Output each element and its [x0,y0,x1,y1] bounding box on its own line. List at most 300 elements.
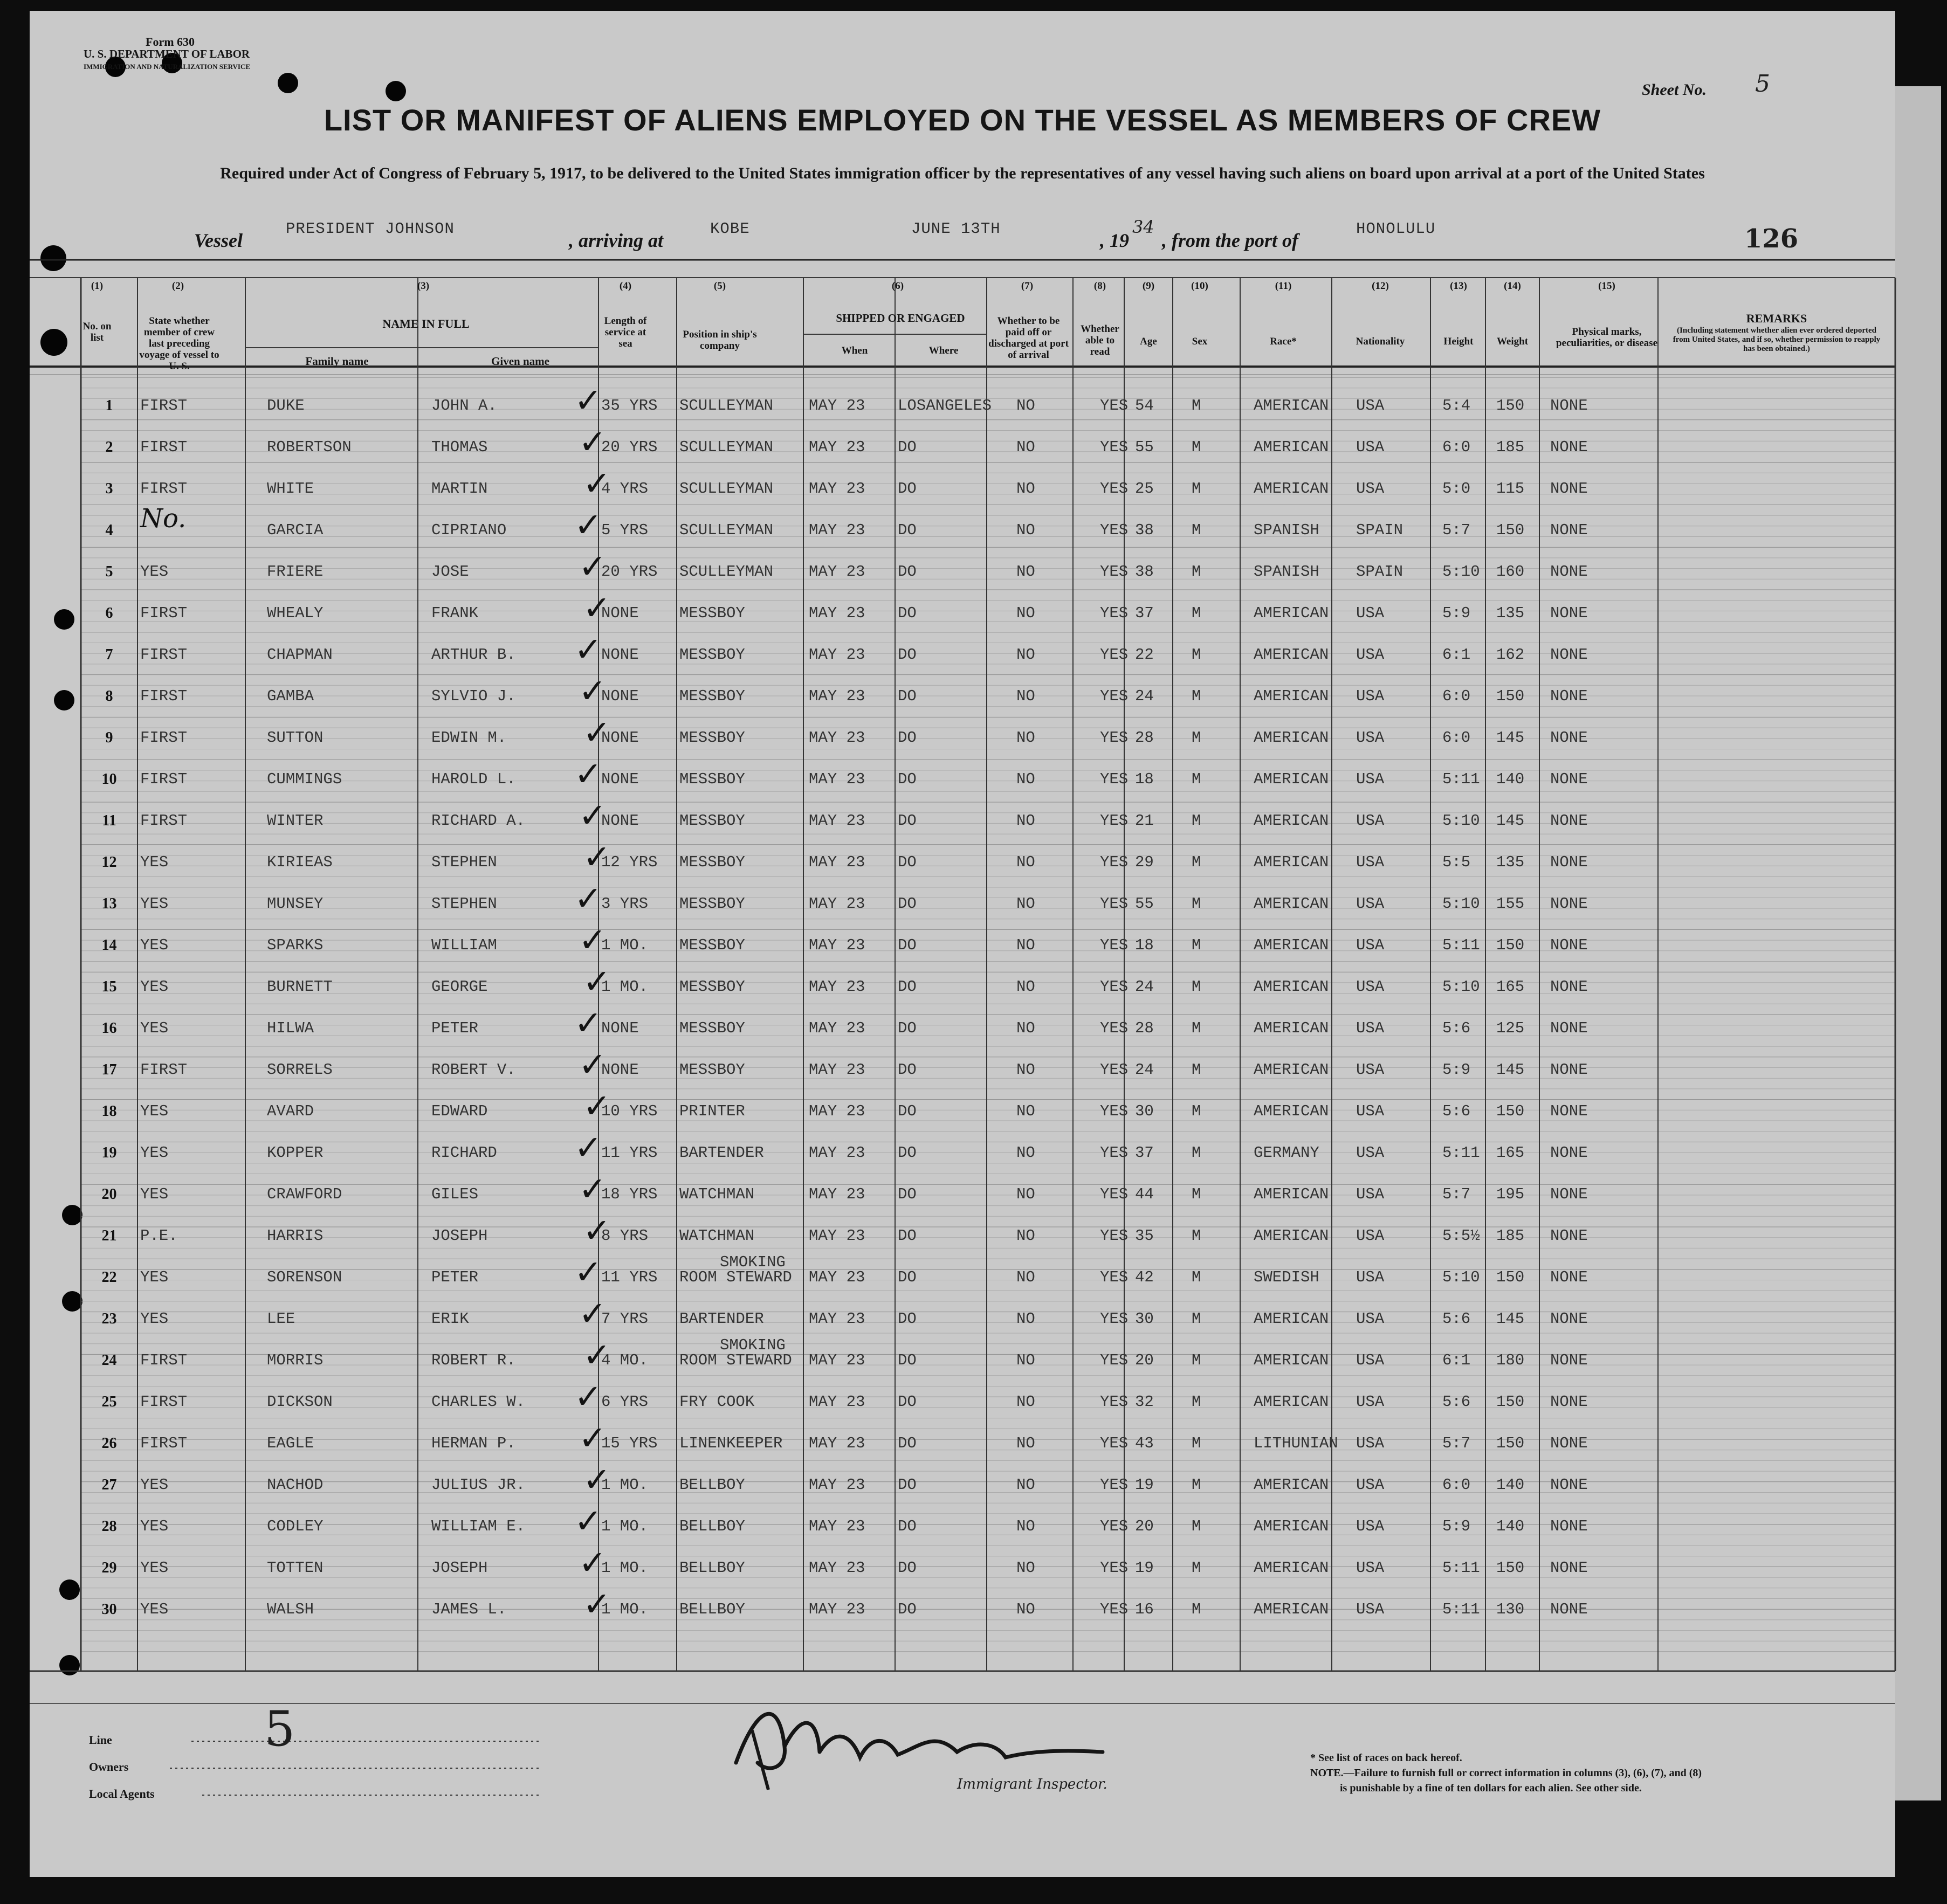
when-cell: MAY 23 [809,646,865,664]
service-cell: 20 YRS [601,438,658,456]
paid-off-cell: NO [1016,1559,1035,1577]
sex-cell: M [1192,1144,1201,1162]
race-cell: AMERICAN [1254,1185,1329,1203]
family-name-cell: WHEALY [267,604,324,622]
where-cell: DO [898,687,917,705]
form-number: Form 630 [146,35,195,49]
when-cell: MAY 23 [809,1268,865,1286]
weight-cell: 145 [1496,729,1525,747]
able-read-cell: YES [1100,1517,1129,1535]
race-cell: AMERICAN [1254,936,1329,954]
sex-cell: M [1192,1434,1201,1452]
col-family-name: Family name [305,355,369,368]
physical-marks-cell: NONE [1550,895,1588,913]
check-mark-icon: ✓ [579,1418,607,1458]
age-cell: 30 [1135,1310,1154,1328]
row-number: 22 [101,1269,117,1286]
sex-cell: M [1192,895,1201,913]
position-cell: BELLBOY [679,1601,745,1618]
col-num: (12) [1372,280,1389,292]
given-name-cell: FRANK [431,604,479,622]
height-cell: 5:11 [1442,1144,1480,1162]
paid-off-cell: NO [1016,438,1035,456]
nationality-cell: USA [1356,1434,1385,1452]
sex-cell: M [1192,1102,1201,1120]
able-read-cell: YES [1100,770,1129,788]
check-mark-icon: ✓ [574,754,602,794]
where-cell: DO [898,1310,917,1328]
position-cell: MESSBOY [679,895,745,913]
check-mark-icon: ✓ [574,1252,602,1292]
given-name-cell: STEPHEN [431,895,497,913]
sex-cell: M [1192,936,1201,954]
physical-marks-cell: NONE [1550,770,1588,788]
nationality-cell: USA [1356,646,1385,664]
where-cell: DO [898,646,917,664]
where-cell: DO [898,604,917,622]
given-name-cell: PETER [431,1268,479,1286]
given-name-cell: PETER [431,1019,479,1037]
physical-marks-cell: NONE [1550,397,1588,415]
weight-cell: 155 [1496,895,1525,913]
col-prev-voyage: State whether member of crew last preceding voyage of vessel to U. S. [139,315,219,372]
given-name-cell: STEPHEN [431,853,497,871]
prev-voyage-cell: YES [140,1144,169,1162]
race-cell: AMERICAN [1254,480,1329,498]
col-num: (10) [1191,280,1208,292]
when-cell: MAY 23 [809,397,865,415]
age-cell: 28 [1135,729,1154,747]
row-number: 30 [101,1601,117,1618]
row-number: 10 [101,771,117,788]
sex-cell: M [1192,1061,1201,1079]
paid-off-cell: NO [1016,1476,1035,1494]
prev-voyage-cell: YES [140,853,169,871]
age-cell: 16 [1135,1601,1154,1618]
able-read-cell: YES [1100,1102,1129,1120]
age-cell: 19 [1135,1476,1154,1494]
family-name-cell: CRAWFORD [267,1185,342,1203]
check-mark-icon: ✓ [583,464,611,503]
age-cell: 24 [1135,978,1154,996]
paid-off-cell: NO [1016,1061,1035,1079]
race-cell: SWEDISH [1254,1268,1319,1286]
family-name-cell: CUMMINGS [267,770,342,788]
height-cell: 5:11 [1442,936,1480,954]
nationality-cell: USA [1356,895,1385,913]
check-mark-icon: ✓ [574,1128,602,1167]
age-cell: 25 [1135,480,1154,498]
physical-marks-cell: NONE [1550,853,1588,871]
row-number: 25 [101,1393,117,1410]
check-mark-icon: ✓ [574,1501,602,1541]
height-cell: 6:0 [1442,438,1471,456]
position-cell: SCULLEYMAN [679,480,774,498]
given-name-cell: SYLVIO J. [431,687,516,705]
row-number: 11 [102,812,116,829]
age-cell: 55 [1135,895,1154,913]
race-cell: AMERICAN [1254,978,1329,996]
check-mark-icon: ✓ [579,1543,607,1582]
col-no-on-list: No. on list [82,321,112,343]
when-cell: MAY 23 [809,1185,865,1203]
age-cell: 21 [1135,812,1154,830]
prev-voyage-cell: YES [140,1559,169,1577]
able-read-cell: YES [1100,1434,1129,1452]
given-name-cell: JOSE [431,563,469,581]
weight-cell: 185 [1496,438,1525,456]
physical-marks-cell: NONE [1550,438,1588,456]
weight-cell: 185 [1496,1227,1525,1245]
physical-marks-cell: NONE [1550,563,1588,581]
nationality-cell: SPAIN [1356,521,1404,539]
position-cell: MESSBOY [679,853,745,871]
adjacent-page-edge [1890,86,1941,1800]
family-name-cell: SORENSON [267,1268,342,1286]
nationality-cell: USA [1356,397,1385,415]
row-number: 2 [105,439,113,456]
weight-cell: 150 [1496,1268,1525,1286]
race-cell: AMERICAN [1254,1227,1329,1245]
service-cell: 35 YRS [601,397,658,415]
row-number: 8 [105,688,113,705]
footnote-note: NOTE.—Failure to furnish full or correct information in columns (3), (6), (7), and (8) [1310,1767,1702,1779]
where-cell: DO [898,1434,917,1452]
weight-cell: 130 [1496,1601,1525,1618]
local-agents-label: Local Agents [89,1787,155,1800]
position-cell: SCULLEYMAN [679,397,774,415]
check-mark-icon: ✓ [583,837,611,877]
paid-off-cell: NO [1016,1268,1035,1286]
paid-off-cell: NO [1016,1019,1035,1037]
where-cell: DO [898,853,917,871]
race-cell: AMERICAN [1254,1310,1329,1328]
service-cell: NONE [601,1061,639,1079]
footnote-fine: is punishable by a fine of ten dollars for each alien. See other side. [1340,1782,1642,1794]
paid-off-cell: NO [1016,604,1035,622]
position-cell: PRINTER [679,1102,745,1120]
age-cell: 30 [1135,1102,1154,1120]
given-name-cell: ROBERT V. [431,1061,516,1079]
col-remarks: REMARKS [1746,312,1807,325]
weight-cell: 145 [1496,1310,1525,1328]
age-cell: 18 [1135,770,1154,788]
col-num: (2) [171,280,184,292]
check-mark-icon: ✓ [574,630,602,669]
height-cell: 5:10 [1442,1268,1480,1286]
paid-off-cell: NO [1016,1517,1035,1535]
able-read-cell: YES [1100,1559,1129,1577]
position-cell: MESSBOY [679,687,745,705]
where-cell: DO [898,438,917,456]
height-cell: 5:9 [1442,604,1471,622]
arriving-port: KOBE [710,220,750,238]
height-cell: 6:0 [1442,1476,1471,1494]
age-cell: 37 [1135,1144,1154,1162]
when-cell: MAY 23 [809,1559,865,1577]
given-name-cell: JULIUS JR. [431,1476,526,1494]
where-cell: DO [898,770,917,788]
owners-label: Owners [89,1760,129,1774]
service-cell: NONE [601,729,639,747]
service-cell: NONE [601,646,639,664]
col-sex: Sex [1192,336,1208,347]
family-name-cell: EAGLE [267,1434,314,1452]
sex-cell: M [1192,687,1201,705]
given-name-cell: GILES [431,1185,479,1203]
height-cell: 5:6 [1442,1310,1471,1328]
position-cell: MESSBOY [679,729,745,747]
check-mark-icon: ✓ [583,588,611,627]
family-name-cell: TOTTEN [267,1559,324,1577]
prev-voyage-cell: FIRST [140,1393,188,1411]
position-cell: WATCHMAN [679,1185,755,1203]
given-name-cell: JOHN A. [431,397,497,415]
age-cell: 18 [1135,936,1154,954]
department-name: U. S. DEPARTMENT OF LABOR [84,47,250,60]
service-cell: 7 YRS [601,1310,649,1328]
when-cell: MAY 23 [809,438,865,456]
sex-cell: M [1192,1393,1201,1411]
given-name-cell: HERMAN P. [431,1434,516,1452]
when-cell: MAY 23 [809,1351,865,1369]
race-cell: AMERICAN [1254,1102,1329,1120]
paid-off-cell: NO [1016,729,1035,747]
service-cell: 6 YRS [601,1393,649,1411]
row-number: 28 [101,1518,117,1535]
service-cell: 4 YRS [601,480,649,498]
physical-marks-cell: NONE [1550,812,1588,830]
prev-voyage-cell: FIRST [140,729,188,747]
weight-cell: 165 [1496,1144,1525,1162]
position-cell: MESSBOY [679,812,745,830]
col-given-name: Given name [491,355,549,368]
nationality-cell: USA [1356,853,1385,871]
given-name-cell: CIPRIANO [431,521,507,539]
sex-cell: M [1192,1310,1201,1328]
weight-cell: 140 [1496,770,1525,788]
service-cell: 1 MO. [601,1476,649,1494]
paid-off-cell: NO [1016,480,1035,498]
paid-off-cell: NO [1016,853,1035,871]
row-number: 29 [101,1560,117,1576]
paid-off-cell: NO [1016,563,1035,581]
nationality-cell: USA [1356,1476,1385,1494]
physical-marks-cell: NONE [1550,1393,1588,1411]
row-number: 6 [105,605,113,622]
service-cell: NONE [601,1019,639,1037]
able-read-cell: YES [1100,1351,1129,1369]
col-num: (7) [1021,280,1034,292]
col-num: (4) [619,280,632,292]
service-cell: 8 YRS [601,1227,649,1245]
check-mark-icon: ✓ [579,920,607,960]
position-cell: SCULLEYMAN [679,521,774,539]
row-number: 13 [101,895,117,912]
physical-marks-cell: NONE [1550,1185,1588,1203]
where-cell: DO [898,936,917,954]
height-cell: 6:1 [1442,646,1471,664]
prev-voyage-cell: YES [140,563,169,581]
nationality-cell: USA [1356,1351,1385,1369]
nationality-cell: USA [1356,604,1385,622]
height-cell: 5:11 [1442,1601,1480,1618]
sex-cell: M [1192,1185,1201,1203]
able-read-cell: YES [1100,1393,1129,1411]
from-port: HONOLULU [1356,220,1436,238]
service-cell: 12 YRS [601,853,658,871]
paid-off-cell: NO [1016,1144,1035,1162]
race-cell: AMERICAN [1254,812,1329,830]
physical-marks-cell: NONE [1550,1559,1588,1577]
when-cell: MAY 23 [809,1517,865,1535]
when-cell: MAY 23 [809,978,865,996]
age-cell: 20 [1135,1517,1154,1535]
physical-marks-cell: NONE [1550,480,1588,498]
check-mark-icon: ✓ [583,713,611,752]
nationality-cell: USA [1356,729,1385,747]
family-name-cell: NACHOD [267,1476,324,1494]
race-cell: AMERICAN [1254,438,1329,456]
able-read-cell: YES [1100,729,1129,747]
race-cell: SPANISH [1254,563,1319,581]
vessel-name: PRESIDENT JOHNSON [286,220,455,238]
family-name-cell: HILWA [267,1019,314,1037]
when-cell: MAY 23 [809,1310,865,1328]
position-cell: BELLBOY [679,1517,745,1535]
col-nationality: Nationality [1356,336,1405,347]
row-number: 24 [101,1352,117,1369]
where-cell: DO [898,521,917,539]
able-read-cell: YES [1100,604,1129,622]
where-cell: DO [898,895,917,913]
age-cell: 20 [1135,1351,1154,1369]
check-mark-icon: ✓ [579,671,607,710]
given-name-cell: RICHARD A. [431,812,526,830]
family-name-cell: SPARKS [267,936,324,954]
prev-voyage-cell: FIRST [140,604,188,622]
check-mark-icon: ✓ [574,381,602,420]
family-name-cell: WINTER [267,812,324,830]
where-cell: DO [898,1102,917,1120]
given-name-cell: THOMAS [431,438,488,456]
family-name-cell: CODLEY [267,1517,324,1535]
given-name-cell: EDWIN M. [431,729,507,747]
where-cell: DO [898,1227,917,1245]
row-number: 4 [105,522,113,539]
physical-marks-cell: NONE [1550,1144,1588,1162]
able-read-cell: YES [1100,521,1129,539]
row-number: 18 [101,1103,117,1120]
able-read-cell: YES [1100,1019,1129,1037]
when-cell: MAY 23 [809,1434,865,1452]
weight-cell: 145 [1496,812,1525,830]
height-cell: 5:10 [1442,978,1480,996]
where-cell: DO [898,1061,917,1079]
paid-off-cell: NO [1016,397,1035,415]
physical-marks-cell: NONE [1550,1351,1588,1369]
physical-marks-cell: NONE [1550,1268,1588,1286]
check-mark-icon: ✓ [583,1211,611,1250]
weight-cell: 150 [1496,1434,1525,1452]
physical-marks-cell: NONE [1550,978,1588,996]
physical-marks-cell: NONE [1550,1061,1588,1079]
weight-cell: 125 [1496,1019,1525,1037]
line-label: Line [89,1733,112,1747]
service-cell: NONE [601,812,639,830]
prev-voyage-cell: FIRST [140,438,188,456]
check-mark-icon: ✓ [583,962,611,1001]
race-cell: AMERICAN [1254,646,1329,664]
given-name-cell: ROBERT R. [431,1351,516,1369]
race-cell: SPANISH [1254,521,1319,539]
family-name-cell: KIRIEAS [267,853,333,871]
physical-marks-cell: NONE [1550,1019,1588,1037]
service-cell: 15 YRS [601,1434,658,1452]
paid-off-cell: NO [1016,1393,1035,1411]
row-number: 27 [101,1477,117,1493]
page-number: 126 [1744,224,1799,254]
able-read-cell: YES [1100,853,1129,871]
col-shipped: SHIPPED OR ENGAGED [836,312,965,325]
when-cell: MAY 23 [809,1061,865,1079]
prev-voyage-cell: YES [140,1476,169,1494]
when-cell: MAY 23 [809,1393,865,1411]
position-cell: MESSBOY [679,936,745,954]
prev-voyage-cell: YES [140,978,169,996]
nationality-cell: USA [1356,480,1385,498]
physical-marks-cell: NONE [1550,1517,1588,1535]
manifest-sheet [30,11,1895,1877]
position-cell: LINENKEEPER [679,1434,783,1452]
able-read-cell: YES [1100,1476,1129,1494]
race-cell: AMERICAN [1254,1351,1329,1369]
prev-voyage-cell: FIRST [140,770,188,788]
weight-cell: 140 [1496,1517,1525,1535]
when-cell: MAY 23 [809,1019,865,1037]
where-cell: DO [898,1185,917,1203]
age-cell: 38 [1135,521,1154,539]
check-mark-icon: ✓ [579,1169,607,1209]
row-number: 12 [101,854,117,871]
position-cell: BARTENDER [679,1310,764,1328]
row-number: 7 [105,646,113,663]
when-cell: MAY 23 [809,729,865,747]
height-cell: 5:4 [1442,397,1471,415]
row-number: 5 [105,563,113,580]
nationality-cell: USA [1356,1310,1385,1328]
paid-off-cell: NO [1016,895,1035,913]
when-cell: MAY 23 [809,936,865,954]
paid-off-cell: NO [1016,1601,1035,1618]
family-name-cell: SORRELS [267,1061,333,1079]
position-cell: BELLBOY [679,1476,745,1494]
form-title: LIST OR MANIFEST OF ALIENS EMPLOYED ON THE VESSEL AS MEMBERS OF CREW [324,103,1601,137]
col-num: (14) [1504,280,1521,292]
sex-cell: M [1192,1476,1201,1494]
age-cell: 55 [1135,438,1154,456]
when-cell: MAY 23 [809,687,865,705]
prev-voyage-cell: YES [140,1517,169,1535]
where-cell: DO [898,1601,917,1618]
family-name-cell: KOPPER [267,1144,324,1162]
position-cell: SCULLEYMAN [679,563,774,581]
when-cell: MAY 23 [809,853,865,871]
nationality-cell: USA [1356,438,1385,456]
row-number: 14 [101,937,117,954]
height-cell: 5:6 [1442,1393,1471,1411]
weight-cell: 162 [1496,646,1525,664]
